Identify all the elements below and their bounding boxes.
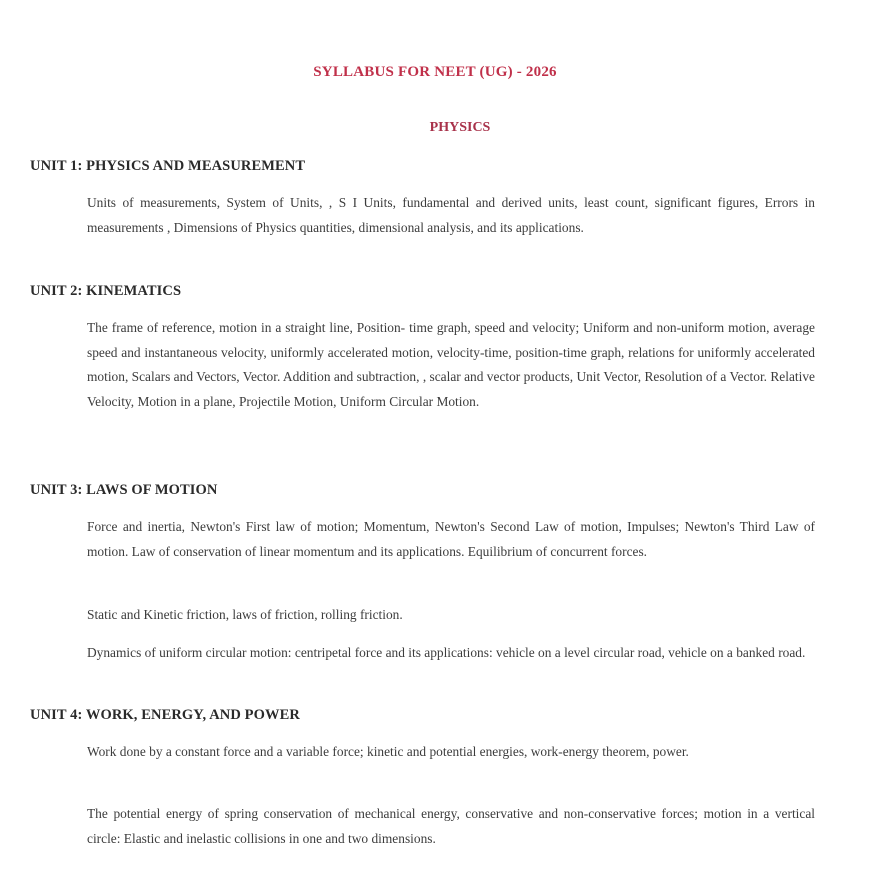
subject-heading: PHYSICS [429,120,491,135]
unit-3-paragraph-2: Static and Kinetic friction, laws of friction, rolling friction. [87,607,403,622]
unit-4-heading: UNIT 4: WORK, ENERGY, AND POWER [30,707,300,723]
unit-2-paragraph-1: The frame of reference, motion in a straight line, Position- time graph, speed and velocity; Uniform and non-uniform motion, average speed and instantaneous velocity, uniformly accelerated motion, velocity-time, position-time graph, relations for uniformly accelerated motion, Scalars and Vectors, Vector. Addition and subtraction, , scalar and vector products, Unit Vector, Resolution of a Vector. Relative Velocity, Motion in a plane, Projectile Motion, Uniform Circular Motion. [87,320,815,409]
unit-1-heading: UNIT 1: PHYSICS AND MEASUREMENT [30,158,306,174]
document-title [0,64,870,81]
unit-4-paragraph-2: The potential energy of spring conservation of mechanical energy, conservative and non-conservative forces; motion in a vertical circle: Elastic and inelastic collisions in one and two dimensions. [87,806,815,846]
unit-3-paragraph-3: Dynamics of uniform circular motion: centripetal force and its applications: vehicle on a level circular road, vehicle on a banked road. [87,645,806,660]
unit-2-heading: UNIT 2: KINEMATICS [30,283,182,299]
unit-3-heading: UNIT 3: LAWS OF MOTION [30,482,218,498]
document-title-text: SYLLABUS FOR NEET (UG) - 2026 [313,64,557,80]
unit-1-paragraph-1: Units of measurements, System of Units, , S I Units, fundamental and derived units, least count, significant figures, Errors in measurements , Dimensions of Physics quantities, dimensional analysis, and its applications. [87,195,815,235]
unit-4-paragraph-1: Work done by a constant force and a variable force; kinetic and potential energies, work-energy theorem, power. [87,744,689,759]
unit-3-paragraph-1: Force and inertia, Newton's First law of motion; Momentum, Newton's Second Law of motion, Impulses; Newton's Third Law of motion. Law of conservation of linear momentum and its applications. Equilibrium of concurrent forces. [87,519,815,559]
